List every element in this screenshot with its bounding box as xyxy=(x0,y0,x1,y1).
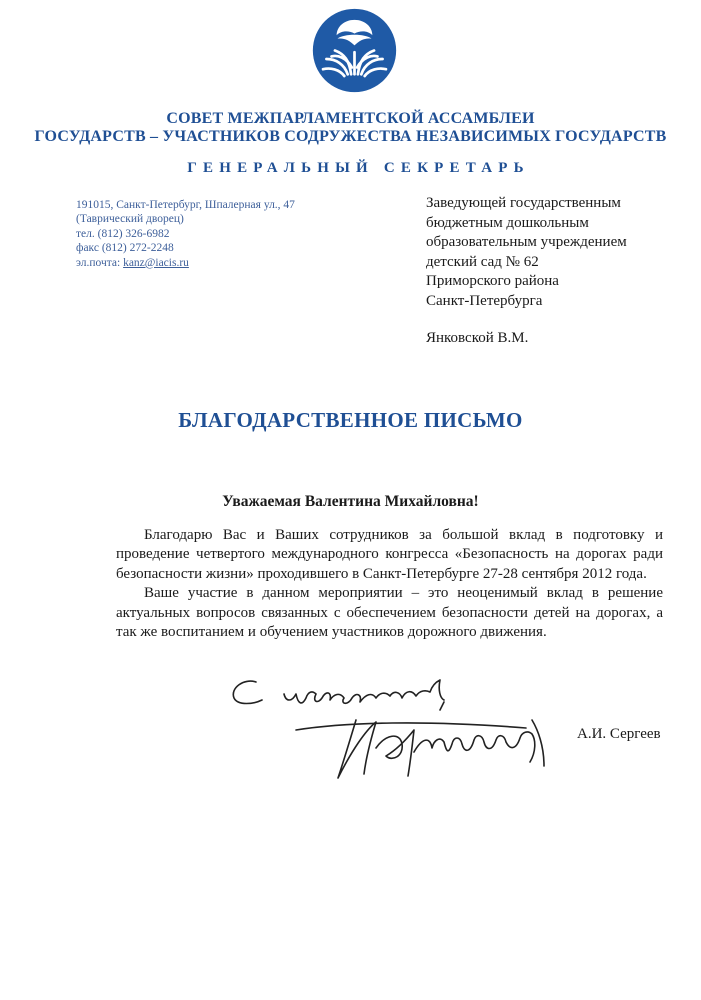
handwritten-signature xyxy=(226,670,566,788)
letter-title: БЛАГОДАРСТВЕННОЕ ПИСЬМО xyxy=(178,408,523,432)
recipient-line: образовательным учреждением xyxy=(426,234,627,251)
contact-address: 191015, Санкт-Петербург, Шпалерная ул., 47 xyxy=(76,199,295,211)
contact-fax: факс (812) 272-2248 xyxy=(76,242,174,255)
contact-palace: (Таврический дворец) xyxy=(76,213,184,226)
recipient-line: Санкт-Петербурга xyxy=(426,292,543,309)
letter-greeting: Уважаемая Валентина Михайловна! xyxy=(222,493,479,510)
contact-email-line xyxy=(76,256,376,270)
recipient-line: детский сад № 62 xyxy=(426,253,539,270)
letter-paragraph-2: Ваше участие в данном мероприятии – это неоценимый вклад в решение актуальных вопросов связанных с обеспечением безопасности детей на дорогах, а так же воспитанием и обучением участников дорожного движения. xyxy=(116,585,663,641)
recipient-name: Янковской В.М. xyxy=(426,330,529,346)
contact-block xyxy=(76,198,376,270)
cis-emblem-icon xyxy=(312,8,397,93)
contact-email-label: эл.почта: xyxy=(76,256,124,269)
recipient-line: Заведующей государственным xyxy=(426,195,621,211)
signer-name: А.И. Сергеев xyxy=(577,726,661,742)
letter-body xyxy=(116,526,663,642)
recipient-block xyxy=(426,194,696,312)
recipient-line: Приморского района xyxy=(426,273,559,290)
recipient-line: бюджетным дошкольным xyxy=(426,214,589,231)
secretary-title: ГЕНЕРАЛЬНЫЙ СЕКРЕТАРЬ xyxy=(187,160,530,176)
letter-paragraph-1: Благодарю Вас и Ваших сотрудников за большой вклад в подготовку и проведение четвертого международного конгресса «Безопасность на дорогах ради безопасности жизни» проходившего в Санкт-Петербурге 27-28 сентября 2012 года. xyxy=(116,527,663,582)
contact-email-link[interactable]: kanz@iacis.ru xyxy=(123,256,189,269)
organization-title-line2: ГОСУДАРСТВ – УЧАСТНИКОВ СОДРУЖЕСТВА НЕЗАВИСИМЫХ ГОСУДАРСТВ xyxy=(34,128,667,145)
contact-phone: тел. (812) 326-6982 xyxy=(76,227,170,240)
organization-title-line1: СОВЕТ МЕЖПАРЛАМЕНТСКОЙ АССАМБЛЕИ xyxy=(166,110,535,127)
